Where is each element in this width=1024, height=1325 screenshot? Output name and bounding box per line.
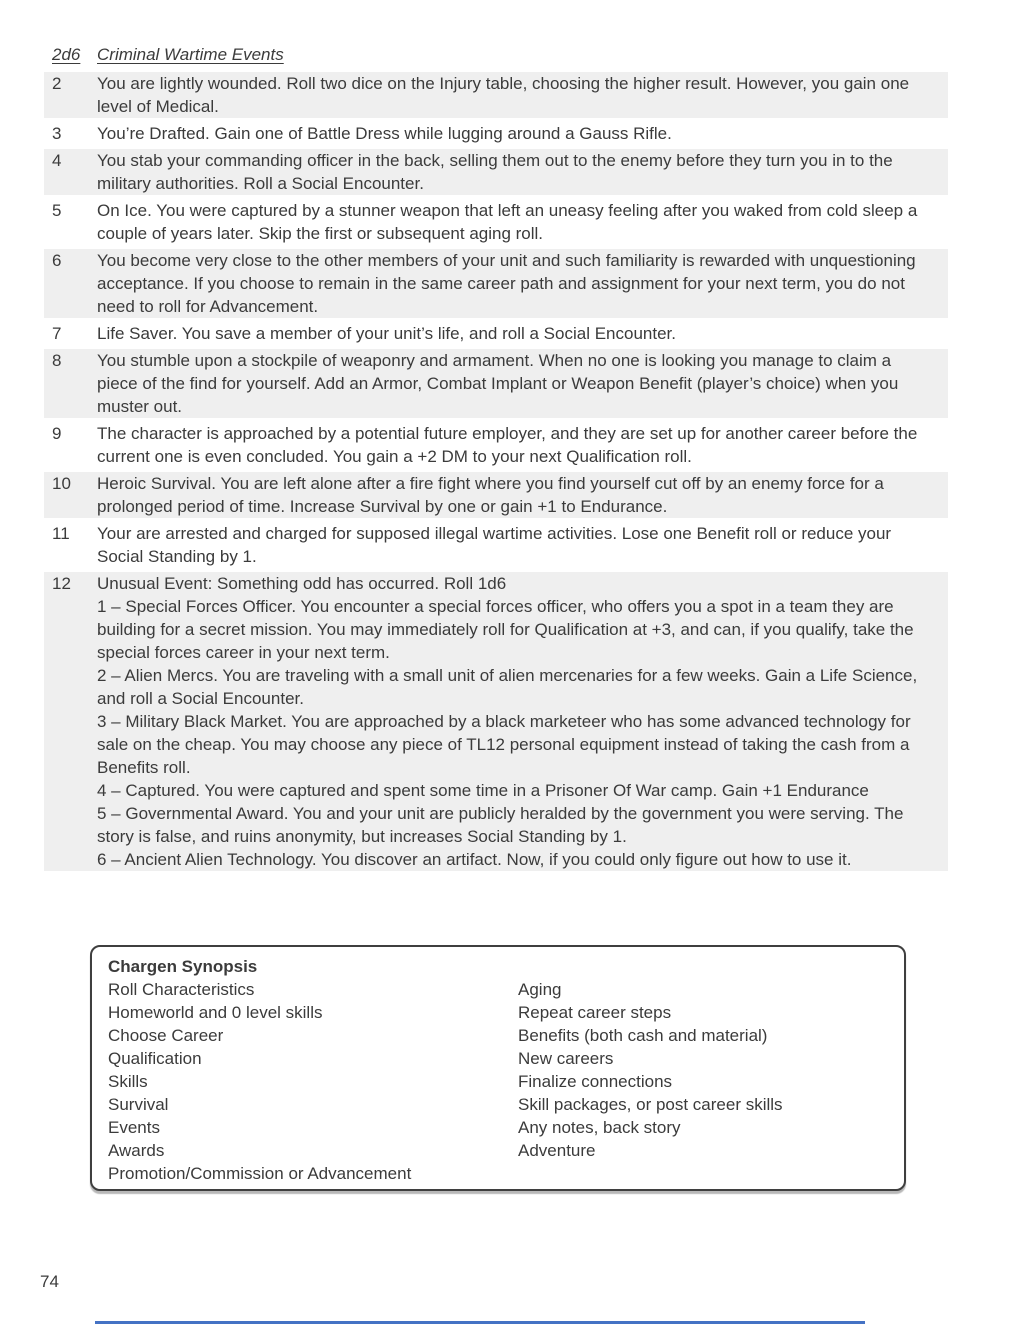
table-header-roll: 2d6 [52, 45, 81, 64]
event-text-line: Unusual Event: Something odd has occurred. Roll 1d6 [97, 574, 507, 593]
roll-number: 3 [52, 124, 62, 143]
synopsis-item: New careers [518, 1049, 614, 1068]
event-text [97, 249, 948, 318]
event-text [97, 472, 948, 518]
synopsis-item: Benefits (both cash and material) [518, 1026, 768, 1045]
page-number: 74 [40, 1272, 59, 1291]
event-text [97, 122, 948, 145]
table-row [44, 199, 948, 245]
event-text-line: 2 – Alien Mercs. You are traveling with a small unit of alien mercenaries for a few weeks. Gain a Life Science, and roll a Social Encounter. [97, 666, 918, 708]
event-text-line: Your are arrested and charged for supposed illegal wartime activities. Lose one Benefit roll or reduce your Social Standing by 1. [97, 524, 892, 566]
bottom-accent-rule [95, 1321, 865, 1324]
table-header-title: Criminal Wartime Events [97, 45, 284, 64]
events-table-body [44, 72, 948, 871]
event-text [97, 322, 948, 345]
event-text [97, 72, 948, 118]
synopsis-item: Skill packages, or post career skills [518, 1095, 783, 1114]
synopsis-item: Survival [108, 1095, 169, 1114]
event-text-line: You stab your commanding officer in the back, selling them out to the enemy before they turn you in to the military authorities. Roll a Social Encounter. [97, 151, 893, 193]
event-text [97, 349, 948, 418]
event-text-line: You stumble upon a stockpile of weaponry and armament. When no one is looking you manage to claim a piece of the find for yourself. Add an Armor, Combat Implant or Weapon Benefit (player’s choice) when you muster out. [97, 351, 899, 416]
roll-number: 2 [52, 74, 62, 93]
event-text [97, 522, 948, 568]
event-text-line: 1 – Special Forces Officer. You encounter a special forces officer, who offers you a spot in a team they are building for a secret mission. You may immediately roll for Qualification at +3, and can, if you qualify, take the special forces career in your next term. [97, 597, 914, 662]
synopsis-item: Events [108, 1118, 160, 1137]
table-row [44, 122, 948, 145]
table-row [44, 72, 948, 118]
roll-number: 5 [52, 201, 62, 220]
table-row [44, 149, 948, 195]
event-text-line: 4 – Captured. You were captured and spent some time in a Prisoner Of War camp. Gain +1 Endurance [97, 781, 869, 800]
table-row [44, 249, 948, 318]
synopsis-item: Roll Characteristics [108, 980, 255, 999]
synopsis-item: Homeworld and 0 level skills [108, 1003, 323, 1022]
chargen-synopsis-box [90, 945, 906, 1191]
synopsis-item: Aging [518, 980, 562, 999]
roll-number: 12 [52, 574, 71, 593]
table-row [44, 422, 948, 468]
table-row [44, 572, 948, 871]
event-text-line: 3 – Military Black Market. You are approached by a black marketeer who has some advanced technology for sale on the cheap. You may choose any piece of TL12 personal equipment instead of taking the cash from a Benefits roll. [97, 712, 911, 777]
event-text-line: The character is approached by a potential future employer, and they are set up for another career before the current one is even concluded. You gain a +2 DM to your next Qualification roll. [97, 424, 918, 466]
roll-number: 4 [52, 151, 62, 170]
event-text [97, 149, 948, 195]
event-text-line: Life Saver. You save a member of your unit’s life, and roll a Social Encounter. [97, 324, 676, 343]
event-text-line: You’re Drafted. Gain one of Battle Dress while lugging around a Gauss Rifle. [97, 124, 672, 143]
event-text-line: 5 – Governmental Award. You and your unit are publicly heralded by the government you were serving. The story is false, and ruins anonymity, but increases Social Standing by 1. [97, 804, 904, 846]
roll-number: 7 [52, 324, 62, 343]
table-row [44, 349, 948, 418]
synopsis-columns [108, 978, 888, 1185]
synopsis-item: Any notes, back story [518, 1118, 681, 1137]
synopsis-left-column [108, 978, 518, 1185]
event-text-line: 6 – Ancient Alien Technology. You discover an artifact. Now, if you could only figure out how to use it. [97, 850, 852, 869]
event-text-line: You are lightly wounded. Roll two dice on the Injury table, choosing the higher result. However, you gain one level of Medical. [97, 74, 910, 116]
roll-number: 9 [52, 424, 62, 443]
synopsis-item: Finalize connections [518, 1072, 673, 1091]
roll-number: 6 [52, 251, 62, 270]
event-text [97, 199, 948, 245]
table-header-row [44, 44, 948, 66]
event-text-line: On Ice. You were captured by a stunner weapon that left an uneasy feeling after you waked from cold sleep a couple of years later. Skip the first or subsequent aging roll. [97, 201, 918, 243]
criminal-wartime-events-table [44, 44, 948, 875]
event-text-line: You become very close to the other members of your unit and such familiarity is rewarded with unquestioning acceptance. If you choose to remain in the same career path and assignment for your next term, you do not need to roll for Advancement. [97, 251, 916, 316]
synopsis-item: Promotion/Commission or Advancement [108, 1164, 412, 1183]
roll-number: 11 [52, 524, 70, 543]
synopsis-item: Adventure [518, 1141, 596, 1160]
synopsis-item: Skills [108, 1072, 148, 1091]
synopsis-title: Chargen Synopsis [108, 957, 258, 976]
synopsis-item: Choose Career [108, 1026, 224, 1045]
event-text [97, 422, 948, 468]
synopsis-item: Repeat career steps [518, 1003, 672, 1022]
roll-number: 8 [52, 351, 62, 370]
event-text-line: Heroic Survival. You are left alone after a fire fight where you find yourself cut off by an enemy force for a prolonged period of time. Increase Survival by one or gain +1 to Endurance. [97, 474, 884, 516]
synopsis-right-column [518, 978, 888, 1185]
roll-number: 10 [52, 474, 71, 493]
table-row [44, 322, 948, 345]
table-row [44, 472, 948, 518]
table-row [44, 522, 948, 568]
event-text [97, 572, 948, 871]
synopsis-item: Awards [108, 1141, 165, 1160]
synopsis-item: Qualification [108, 1049, 202, 1068]
